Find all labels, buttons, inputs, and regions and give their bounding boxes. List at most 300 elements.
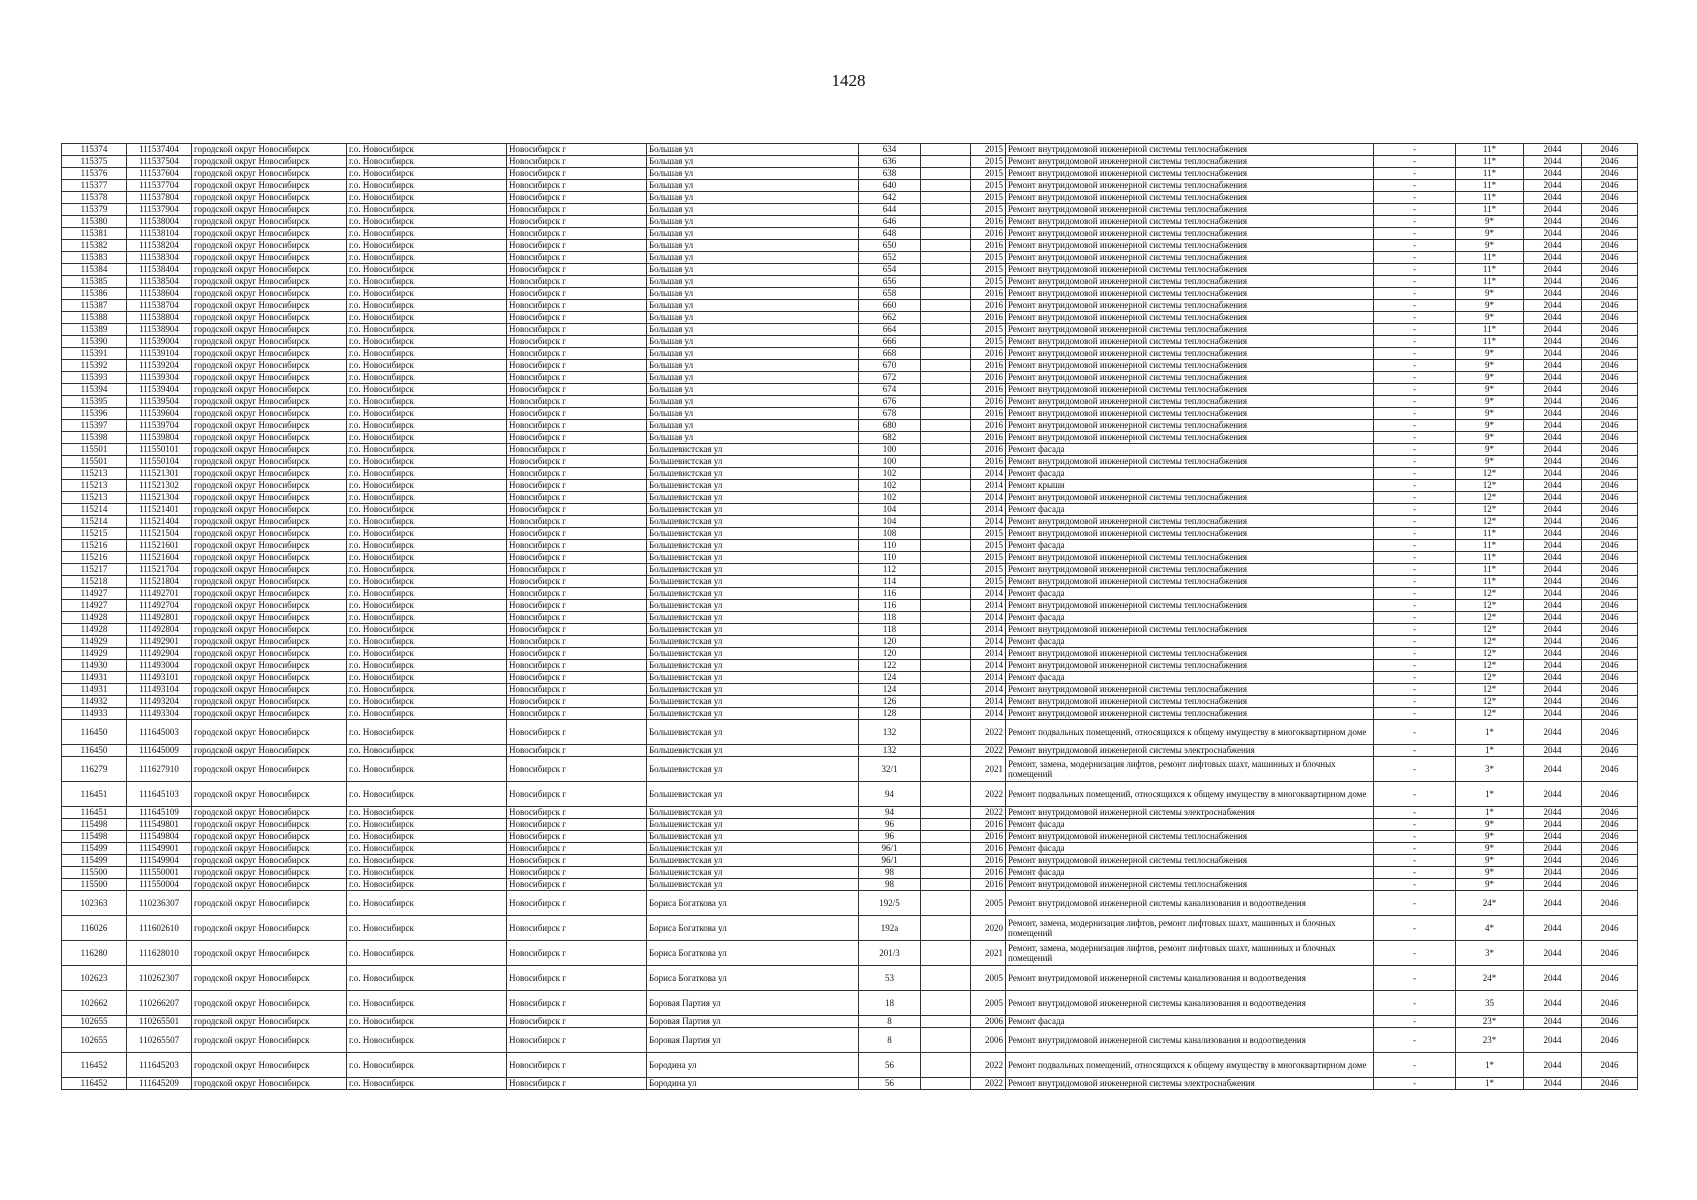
street-cell: Большая ул	[647, 228, 859, 240]
floors-cell: 9*	[1456, 360, 1524, 372]
city-cell: Новосибирск г	[507, 966, 647, 991]
commission-year-cell: 2016	[971, 867, 1006, 879]
municipality-cell: г.о. Новосибирск	[347, 204, 507, 216]
table-row	[62, 540, 1638, 552]
municipality-cell: г.о. Новосибирск	[347, 879, 507, 891]
table-row	[62, 991, 1638, 1016]
house-number-cell: 96	[859, 831, 921, 843]
municipality-cell: г.о. Новосибирск	[347, 966, 507, 991]
commission-year-cell: 2005	[971, 991, 1006, 1016]
table-row	[62, 745, 1638, 757]
house-id-cell: 114929	[62, 636, 127, 648]
work-type-cell: Ремонт фасада	[1006, 636, 1374, 648]
house-number-cell: 642	[859, 192, 921, 204]
floors-cell: 3*	[1456, 757, 1524, 782]
work-type-cell: Ремонт внутридомовой инженерной системы теплоснабжения	[1006, 168, 1374, 180]
commission-year-cell: 2016	[971, 831, 1006, 843]
street-cell: Большая ул	[647, 288, 859, 300]
floors-cell: 12*	[1456, 696, 1524, 708]
table-row	[62, 708, 1638, 720]
district-cell: городской округ Новосибирск	[192, 867, 347, 879]
street-cell: Большая ул	[647, 192, 859, 204]
district-cell: городской округ Новосибирск	[192, 891, 347, 916]
table-row	[62, 252, 1638, 264]
start-year-cell: 2044	[1524, 144, 1582, 156]
work-type-cell: Ремонт, замена, модернизация лифтов, ремонт лифтовых шахт, машинных и блочных помещений	[1006, 941, 1374, 966]
work-code-cell: 111493204	[127, 696, 192, 708]
city-cell: Новосибирск г	[507, 600, 647, 612]
city-cell: Новосибирск г	[507, 552, 647, 564]
house-number-cell: 94	[859, 782, 921, 807]
end-year-cell: 2046	[1582, 276, 1638, 288]
work-type-cell: Ремонт внутридомовой инженерной системы теплоснабжения	[1006, 180, 1374, 192]
building-letter-cell	[921, 696, 971, 708]
house-number-cell: 108	[859, 528, 921, 540]
work-type-cell: Ремонт подвальных помещений, относящихся к общему имуществу в многоквартирном доме	[1006, 720, 1374, 745]
dash-cell: -	[1374, 264, 1456, 276]
house-id-cell: 115391	[62, 348, 127, 360]
commission-year-cell: 2014	[971, 672, 1006, 684]
table-row	[62, 276, 1638, 288]
end-year-cell: 2046	[1582, 156, 1638, 168]
start-year-cell: 2044	[1524, 660, 1582, 672]
city-cell: Новосибирск г	[507, 396, 647, 408]
city-cell: Новосибирск г	[507, 336, 647, 348]
district-cell: городской округ Новосибирск	[192, 144, 347, 156]
district-cell: городской округ Новосибирск	[192, 757, 347, 782]
end-year-cell: 2046	[1582, 468, 1638, 480]
table-row	[62, 966, 1638, 991]
house-number-cell: 678	[859, 408, 921, 420]
building-letter-cell	[921, 492, 971, 504]
dash-cell: -	[1374, 516, 1456, 528]
floors-cell: 12*	[1456, 492, 1524, 504]
commission-year-cell: 2014	[971, 492, 1006, 504]
dash-cell: -	[1374, 966, 1456, 991]
district-cell: городской округ Новосибирск	[192, 528, 347, 540]
street-cell: Большевистская ул	[647, 867, 859, 879]
house-id-cell: 116280	[62, 941, 127, 966]
floors-cell: 11*	[1456, 252, 1524, 264]
start-year-cell: 2044	[1524, 708, 1582, 720]
table-row	[62, 432, 1638, 444]
district-cell: городской округ Новосибирск	[192, 492, 347, 504]
start-year-cell: 2044	[1524, 480, 1582, 492]
city-cell: Новосибирск г	[507, 757, 647, 782]
work-type-cell: Ремонт внутридомовой инженерной системы теплоснабжения	[1006, 831, 1374, 843]
floors-cell: 9*	[1456, 819, 1524, 831]
end-year-cell: 2046	[1582, 168, 1638, 180]
municipality-cell: г.о. Новосибирск	[347, 891, 507, 916]
building-letter-cell	[921, 480, 971, 492]
end-year-cell: 2046	[1582, 1078, 1638, 1090]
work-code-cell: 111537404	[127, 144, 192, 156]
building-letter-cell	[921, 916, 971, 941]
start-year-cell: 2044	[1524, 612, 1582, 624]
work-code-cell: 111492804	[127, 624, 192, 636]
commission-year-cell: 2016	[971, 312, 1006, 324]
work-code-cell: 111538404	[127, 264, 192, 276]
municipality-cell: г.о. Новосибирск	[347, 144, 507, 156]
commission-year-cell: 2015	[971, 276, 1006, 288]
district-cell: городской округ Новосибирск	[192, 588, 347, 600]
floors-cell: 1*	[1456, 807, 1524, 819]
work-code-cell: 111539104	[127, 348, 192, 360]
house-id-cell: 115216	[62, 552, 127, 564]
table-row	[62, 1028, 1638, 1053]
work-type-cell: Ремонт внутридомовой инженерной системы теплоснабжения	[1006, 624, 1374, 636]
end-year-cell: 2046	[1582, 552, 1638, 564]
city-cell: Новосибирск г	[507, 807, 647, 819]
street-cell: Большая ул	[647, 432, 859, 444]
street-cell: Большевистская ул	[647, 636, 859, 648]
work-code-cell: 111537904	[127, 204, 192, 216]
city-cell: Новосибирск г	[507, 819, 647, 831]
commission-year-cell: 2016	[971, 288, 1006, 300]
end-year-cell: 2046	[1582, 819, 1638, 831]
house-number-cell: 96/1	[859, 843, 921, 855]
building-letter-cell	[921, 444, 971, 456]
house-id-cell: 102655	[62, 1028, 127, 1053]
dash-cell: -	[1374, 336, 1456, 348]
house-id-cell: 115384	[62, 264, 127, 276]
start-year-cell: 2044	[1524, 336, 1582, 348]
commission-year-cell: 2016	[971, 360, 1006, 372]
municipality-cell: г.о. Новосибирск	[347, 745, 507, 757]
table-row	[62, 240, 1638, 252]
dash-cell: -	[1374, 855, 1456, 867]
floors-cell: 11*	[1456, 576, 1524, 588]
work-type-cell: Ремонт внутридомовой инженерной системы теплоснабжения	[1006, 144, 1374, 156]
table-row	[62, 843, 1638, 855]
floors-cell: 9*	[1456, 408, 1524, 420]
work-code-cell: 111550004	[127, 879, 192, 891]
house-id-cell: 116450	[62, 745, 127, 757]
street-cell: Большая ул	[647, 420, 859, 432]
house-id-cell: 115375	[62, 156, 127, 168]
work-code-cell: 111537804	[127, 192, 192, 204]
building-letter-cell	[921, 831, 971, 843]
building-letter-cell	[921, 144, 971, 156]
house-number-cell: 104	[859, 504, 921, 516]
municipality-cell: г.о. Новосибирск	[347, 348, 507, 360]
work-type-cell: Ремонт внутридомовой инженерной системы теплоснабжения	[1006, 324, 1374, 336]
municipality-cell: г.о. Новосибирск	[347, 444, 507, 456]
house-id-cell: 115394	[62, 384, 127, 396]
work-code-cell: 111539204	[127, 360, 192, 372]
district-cell: городской округ Новосибирск	[192, 420, 347, 432]
commission-year-cell: 2016	[971, 855, 1006, 867]
city-cell: Новосибирск г	[507, 360, 647, 372]
city-cell: Новосибирск г	[507, 144, 647, 156]
municipality-cell: г.о. Новосибирск	[347, 684, 507, 696]
street-cell: Большая ул	[647, 204, 859, 216]
district-cell: городской округ Новосибирск	[192, 782, 347, 807]
dash-cell: -	[1374, 288, 1456, 300]
work-type-cell: Ремонт фасада	[1006, 444, 1374, 456]
end-year-cell: 2046	[1582, 612, 1638, 624]
district-cell: городской округ Новосибирск	[192, 348, 347, 360]
work-type-cell: Ремонт фасада	[1006, 468, 1374, 480]
dash-cell: -	[1374, 879, 1456, 891]
house-id-cell: 116452	[62, 1078, 127, 1090]
commission-year-cell: 2022	[971, 1053, 1006, 1078]
street-cell: Большевистская ул	[647, 540, 859, 552]
street-cell: Большая ул	[647, 276, 859, 288]
street-cell: Большая ул	[647, 336, 859, 348]
commission-year-cell: 2016	[971, 372, 1006, 384]
house-id-cell: 114927	[62, 600, 127, 612]
house-id-cell: 115382	[62, 240, 127, 252]
end-year-cell: 2046	[1582, 192, 1638, 204]
house-number-cell: 132	[859, 745, 921, 757]
work-type-cell: Ремонт, замена, модернизация лифтов, ремонт лифтовых шахт, машинных и блочных помещений	[1006, 757, 1374, 782]
district-cell: городской округ Новосибирск	[192, 660, 347, 672]
house-number-cell: 676	[859, 396, 921, 408]
district-cell: городской округ Новосибирск	[192, 966, 347, 991]
commission-year-cell: 2016	[971, 300, 1006, 312]
floors-cell: 12*	[1456, 504, 1524, 516]
floors-cell: 9*	[1456, 432, 1524, 444]
floors-cell: 1*	[1456, 782, 1524, 807]
work-code-cell: 111538604	[127, 288, 192, 300]
district-cell: городской округ Новосибирск	[192, 504, 347, 516]
commission-year-cell: 2016	[971, 819, 1006, 831]
house-id-cell: 116451	[62, 782, 127, 807]
dash-cell: -	[1374, 1078, 1456, 1090]
building-letter-cell	[921, 540, 971, 552]
municipality-cell: г.о. Новосибирск	[347, 1053, 507, 1078]
floors-cell: 11*	[1456, 336, 1524, 348]
street-cell: Большевистская ул	[647, 624, 859, 636]
city-cell: Новосибирск г	[507, 672, 647, 684]
house-number-cell: 102	[859, 492, 921, 504]
municipality-cell: г.о. Новосибирск	[347, 916, 507, 941]
table-row	[62, 288, 1638, 300]
table-row	[62, 1053, 1638, 1078]
house-number-cell: 662	[859, 312, 921, 324]
building-letter-cell	[921, 396, 971, 408]
building-letter-cell	[921, 192, 971, 204]
start-year-cell: 2044	[1524, 288, 1582, 300]
start-year-cell: 2044	[1524, 468, 1582, 480]
house-number-cell: 56	[859, 1078, 921, 1090]
city-cell: Новосибирск г	[507, 720, 647, 745]
street-cell: Большевистская ул	[647, 600, 859, 612]
work-type-cell: Ремонт внутридомовой инженерной системы теплоснабжения	[1006, 156, 1374, 168]
floors-cell: 3*	[1456, 941, 1524, 966]
district-cell: городской округ Новосибирск	[192, 336, 347, 348]
start-year-cell: 2044	[1524, 156, 1582, 168]
building-letter-cell	[921, 408, 971, 420]
table-row	[62, 528, 1638, 540]
house-number-cell: 634	[859, 144, 921, 156]
work-code-cell: 111645109	[127, 807, 192, 819]
house-number-cell: 654	[859, 264, 921, 276]
house-number-cell: 674	[859, 384, 921, 396]
commission-year-cell: 2014	[971, 504, 1006, 516]
dash-cell: -	[1374, 991, 1456, 1016]
dash-cell: -	[1374, 156, 1456, 168]
house-number-cell: 646	[859, 216, 921, 228]
start-year-cell: 2044	[1524, 240, 1582, 252]
start-year-cell: 2044	[1524, 745, 1582, 757]
start-year-cell: 2044	[1524, 867, 1582, 879]
house-number-cell: 192/5	[859, 891, 921, 916]
work-type-cell: Ремонт внутридомовой инженерной системы теплоснабжения	[1006, 240, 1374, 252]
city-cell: Новосибирск г	[507, 312, 647, 324]
work-code-cell: 111602610	[127, 916, 192, 941]
dash-cell: -	[1374, 648, 1456, 660]
floors-cell: 11*	[1456, 540, 1524, 552]
start-year-cell: 2044	[1524, 891, 1582, 916]
dash-cell: -	[1374, 831, 1456, 843]
city-cell: Новосибирск г	[507, 156, 647, 168]
work-type-cell: Ремонт внутридомовой инженерной системы теплоснабжения	[1006, 456, 1374, 468]
end-year-cell: 2046	[1582, 420, 1638, 432]
commission-year-cell: 2016	[971, 420, 1006, 432]
end-year-cell: 2046	[1582, 444, 1638, 456]
commission-year-cell: 2015	[971, 252, 1006, 264]
street-cell: Большевистская ул	[647, 720, 859, 745]
work-code-cell: 111493101	[127, 672, 192, 684]
registry-body	[62, 144, 1638, 1090]
house-id-cell: 115213	[62, 468, 127, 480]
work-code-cell: 110236307	[127, 891, 192, 916]
building-letter-cell	[921, 966, 971, 991]
start-year-cell: 2044	[1524, 720, 1582, 745]
start-year-cell: 2044	[1524, 396, 1582, 408]
floors-cell: 11*	[1456, 564, 1524, 576]
dash-cell: -	[1374, 216, 1456, 228]
work-code-cell: 111493304	[127, 708, 192, 720]
end-year-cell: 2046	[1582, 564, 1638, 576]
end-year-cell: 2046	[1582, 372, 1638, 384]
table-row	[62, 941, 1638, 966]
house-id-cell: 115498	[62, 819, 127, 831]
municipality-cell: г.о. Новосибирск	[347, 855, 507, 867]
dash-cell: -	[1374, 228, 1456, 240]
floors-cell: 9*	[1456, 372, 1524, 384]
table-row	[62, 916, 1638, 941]
end-year-cell: 2046	[1582, 240, 1638, 252]
district-cell: городской округ Новосибирск	[192, 216, 347, 228]
house-number-cell: 636	[859, 156, 921, 168]
start-year-cell: 2044	[1524, 408, 1582, 420]
table-row	[62, 168, 1638, 180]
work-code-cell: 110265507	[127, 1028, 192, 1053]
dash-cell: -	[1374, 144, 1456, 156]
commission-year-cell: 2016	[971, 240, 1006, 252]
end-year-cell: 2046	[1582, 336, 1638, 348]
table-row	[62, 336, 1638, 348]
commission-year-cell: 2014	[971, 516, 1006, 528]
table-row	[62, 588, 1638, 600]
house-id-cell: 116451	[62, 807, 127, 819]
start-year-cell: 2044	[1524, 782, 1582, 807]
house-number-cell: 128	[859, 708, 921, 720]
city-cell: Новосибирск г	[507, 831, 647, 843]
floors-cell: 11*	[1456, 180, 1524, 192]
dash-cell: -	[1374, 300, 1456, 312]
commission-year-cell: 2020	[971, 916, 1006, 941]
floors-cell: 11*	[1456, 144, 1524, 156]
building-letter-cell	[921, 276, 971, 288]
floors-cell: 9*	[1456, 228, 1524, 240]
work-type-cell: Ремонт внутридомовой инженерной системы электроснабжения	[1006, 745, 1374, 757]
district-cell: городской округ Новосибирск	[192, 843, 347, 855]
municipality-cell: г.о. Новосибирск	[347, 782, 507, 807]
district-cell: городской округ Новосибирск	[192, 192, 347, 204]
district-cell: городской округ Новосибирск	[192, 456, 347, 468]
dash-cell: -	[1374, 252, 1456, 264]
work-type-cell: Ремонт внутридомовой инженерной системы теплоснабжения	[1006, 564, 1374, 576]
work-type-cell: Ремонт внутридомовой инженерной системы теплоснабжения	[1006, 408, 1374, 420]
dash-cell: -	[1374, 576, 1456, 588]
dash-cell: -	[1374, 720, 1456, 745]
end-year-cell: 2046	[1582, 660, 1638, 672]
floors-cell: 35	[1456, 991, 1524, 1016]
municipality-cell: г.о. Новосибирск	[347, 516, 507, 528]
house-id-cell: 116279	[62, 757, 127, 782]
city-cell: Новосибирск г	[507, 204, 647, 216]
house-number-cell: 8	[859, 1016, 921, 1028]
work-code-cell: 111539404	[127, 384, 192, 396]
house-number-cell: 644	[859, 204, 921, 216]
house-id-cell: 115387	[62, 300, 127, 312]
table-row	[62, 480, 1638, 492]
table-row	[62, 696, 1638, 708]
house-id-cell: 115213	[62, 480, 127, 492]
municipality-cell: г.о. Новосибирск	[347, 941, 507, 966]
work-type-cell: Ремонт фасада	[1006, 867, 1374, 879]
municipality-cell: г.о. Новосибирск	[347, 600, 507, 612]
work-code-cell: 111645103	[127, 782, 192, 807]
building-letter-cell	[921, 324, 971, 336]
commission-year-cell: 2015	[971, 168, 1006, 180]
end-year-cell: 2046	[1582, 324, 1638, 336]
city-cell: Новосибирск г	[507, 516, 647, 528]
district-cell: городской округ Новосибирск	[192, 1053, 347, 1078]
house-id-cell: 115385	[62, 276, 127, 288]
work-code-cell: 111538204	[127, 240, 192, 252]
district-cell: городской округ Новосибирск	[192, 552, 347, 564]
house-id-cell: 115500	[62, 879, 127, 891]
commission-year-cell: 2006	[971, 1016, 1006, 1028]
work-code-cell: 111539504	[127, 396, 192, 408]
city-cell: Новосибирск г	[507, 468, 647, 480]
commission-year-cell: 2014	[971, 588, 1006, 600]
work-code-cell: 111538904	[127, 324, 192, 336]
floors-cell: 12*	[1456, 600, 1524, 612]
floors-cell: 12*	[1456, 468, 1524, 480]
building-letter-cell	[921, 468, 971, 480]
building-letter-cell	[921, 1053, 971, 1078]
commission-year-cell: 2014	[971, 648, 1006, 660]
house-id-cell: 115388	[62, 312, 127, 324]
floors-cell: 9*	[1456, 831, 1524, 843]
start-year-cell: 2044	[1524, 966, 1582, 991]
district-cell: городской округ Новосибирск	[192, 324, 347, 336]
work-code-cell: 111521601	[127, 540, 192, 552]
work-code-cell: 111493104	[127, 684, 192, 696]
start-year-cell: 2044	[1524, 879, 1582, 891]
end-year-cell: 2046	[1582, 300, 1638, 312]
street-cell: Большая ул	[647, 216, 859, 228]
end-year-cell: 2046	[1582, 672, 1638, 684]
district-cell: городской округ Новосибирск	[192, 855, 347, 867]
commission-year-cell: 2016	[971, 408, 1006, 420]
